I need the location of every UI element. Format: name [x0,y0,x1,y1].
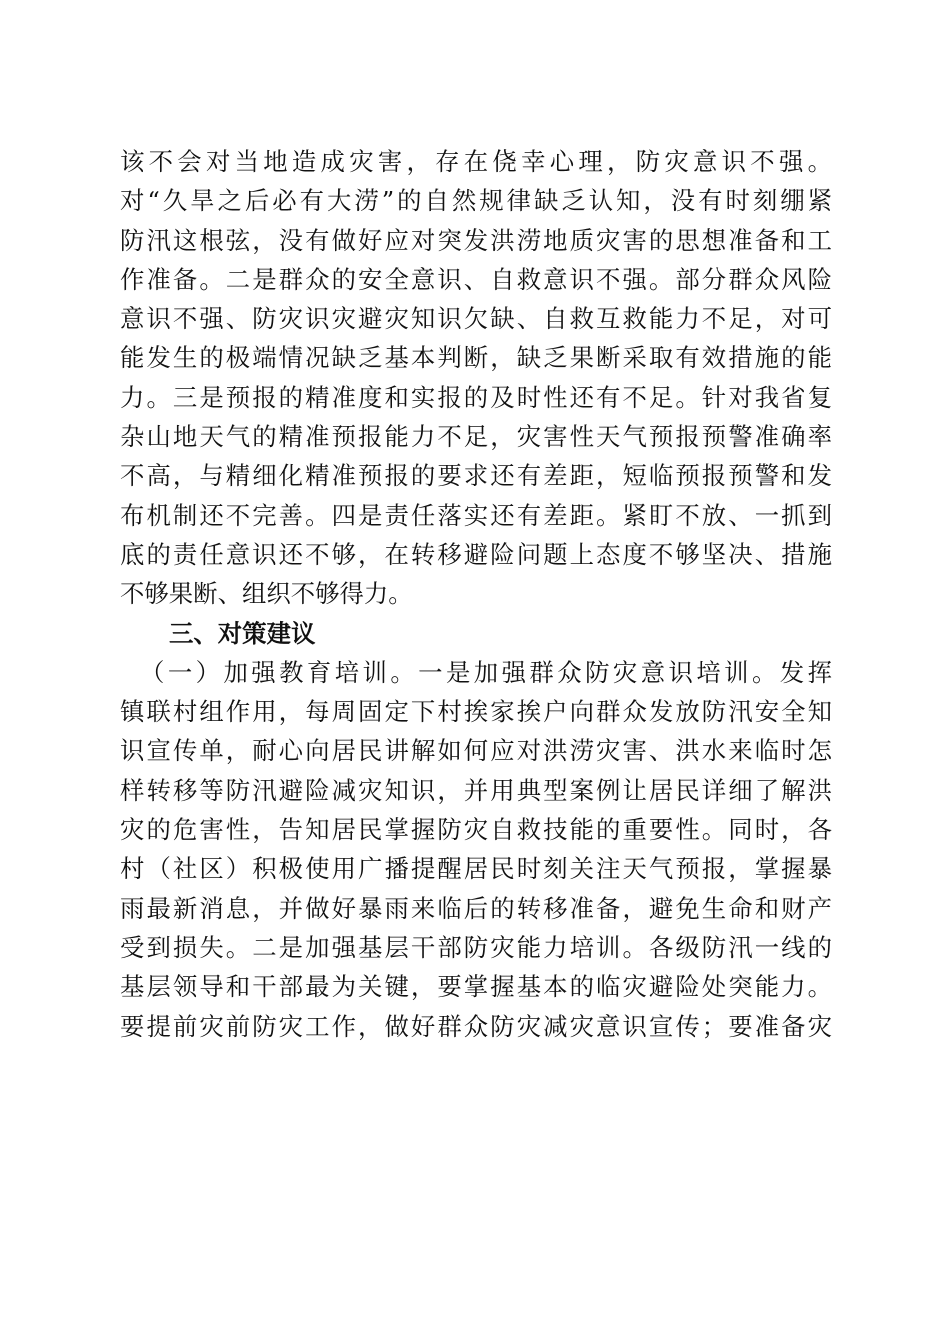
paragraph-line: 杂山地天气的精准预报能力不足，灾害性天气预报预警准确率 [120,422,832,452]
paragraph-line: 雨最新消息，并做好暴雨来临后的转移准备，避免生命和财产 [120,893,832,923]
paragraph-line: （一）加强教育培训。一是加强群众防灾意识培训。发挥 [140,657,832,687]
paragraph-line: 对“久旱之后必有大涝”的自然规律缺乏认知，没有时刻绷紧 [120,186,832,216]
paragraph-line: 不够果断、组织不够得力。 [120,579,413,609]
paragraph-line: 不高，与精细化精准预报的要求还有差距，短临预报预警和发 [120,461,832,491]
paragraph-line: 样转移等防汛避险减灾知识，并用典型案例让居民详细了解洪 [120,775,832,805]
document-body [120,142,832,1046]
paragraph-line: 底的责任意识还不够，在转移避险问题上态度不够坚决、措施 [120,539,832,569]
paragraph-line: 意识不强、防灾识灾避灾知识欠缺、自救互救能力不足，对可 [120,304,832,334]
paragraph-line: 灾的危害性，告知居民掌握防灾自救技能的重要性。同时，各 [120,815,832,845]
paragraph-line: 基层领导和干部最为关键，要掌握基本的临灾避险处突能力。 [120,972,832,1002]
paragraph-line: 识宣传单，耐心向居民讲解如何应对洪涝灾害、洪水来临时怎 [120,736,832,766]
section-heading: 三、对策建议 [169,618,316,648]
paragraph-line: 村（社区）积极使用广播提醒居民时刻关注天气预报，掌握暴 [120,854,832,884]
paragraph-line: 能发生的极端情况缺乏基本判断，缺乏果断采取有效措施的能 [120,343,832,373]
paragraph-line: 镇联村组作用，每周固定下村挨家挨户向群众发放防汛安全知 [120,697,832,727]
paragraph-line: 力。三是预报的精准度和实报的及时性还有不足。针对我省复 [120,382,832,412]
paragraph-line: 受到损失。二是加强基层干部防灾能力培训。各级防汛一线的 [120,932,832,962]
paragraph-line: 作准备。二是群众的安全意识、自救意识不强。部分群众风险 [120,264,832,294]
paragraph-line: 要提前灾前防灾工作，做好群众防灾减灾意识宣传；要准备灾 [120,1011,832,1041]
paragraph-line: 防汛这根弦，没有做好应对突发洪涝地质灾害的思想准备和工 [120,225,832,255]
paragraph-line: 布机制还不完善。四是责任落实还有差距。紧盯不放、一抓到 [120,500,832,530]
paragraph-line: 该不会对当地造成灾害，存在侥幸心理，防灾意识不强。 [120,147,832,176]
